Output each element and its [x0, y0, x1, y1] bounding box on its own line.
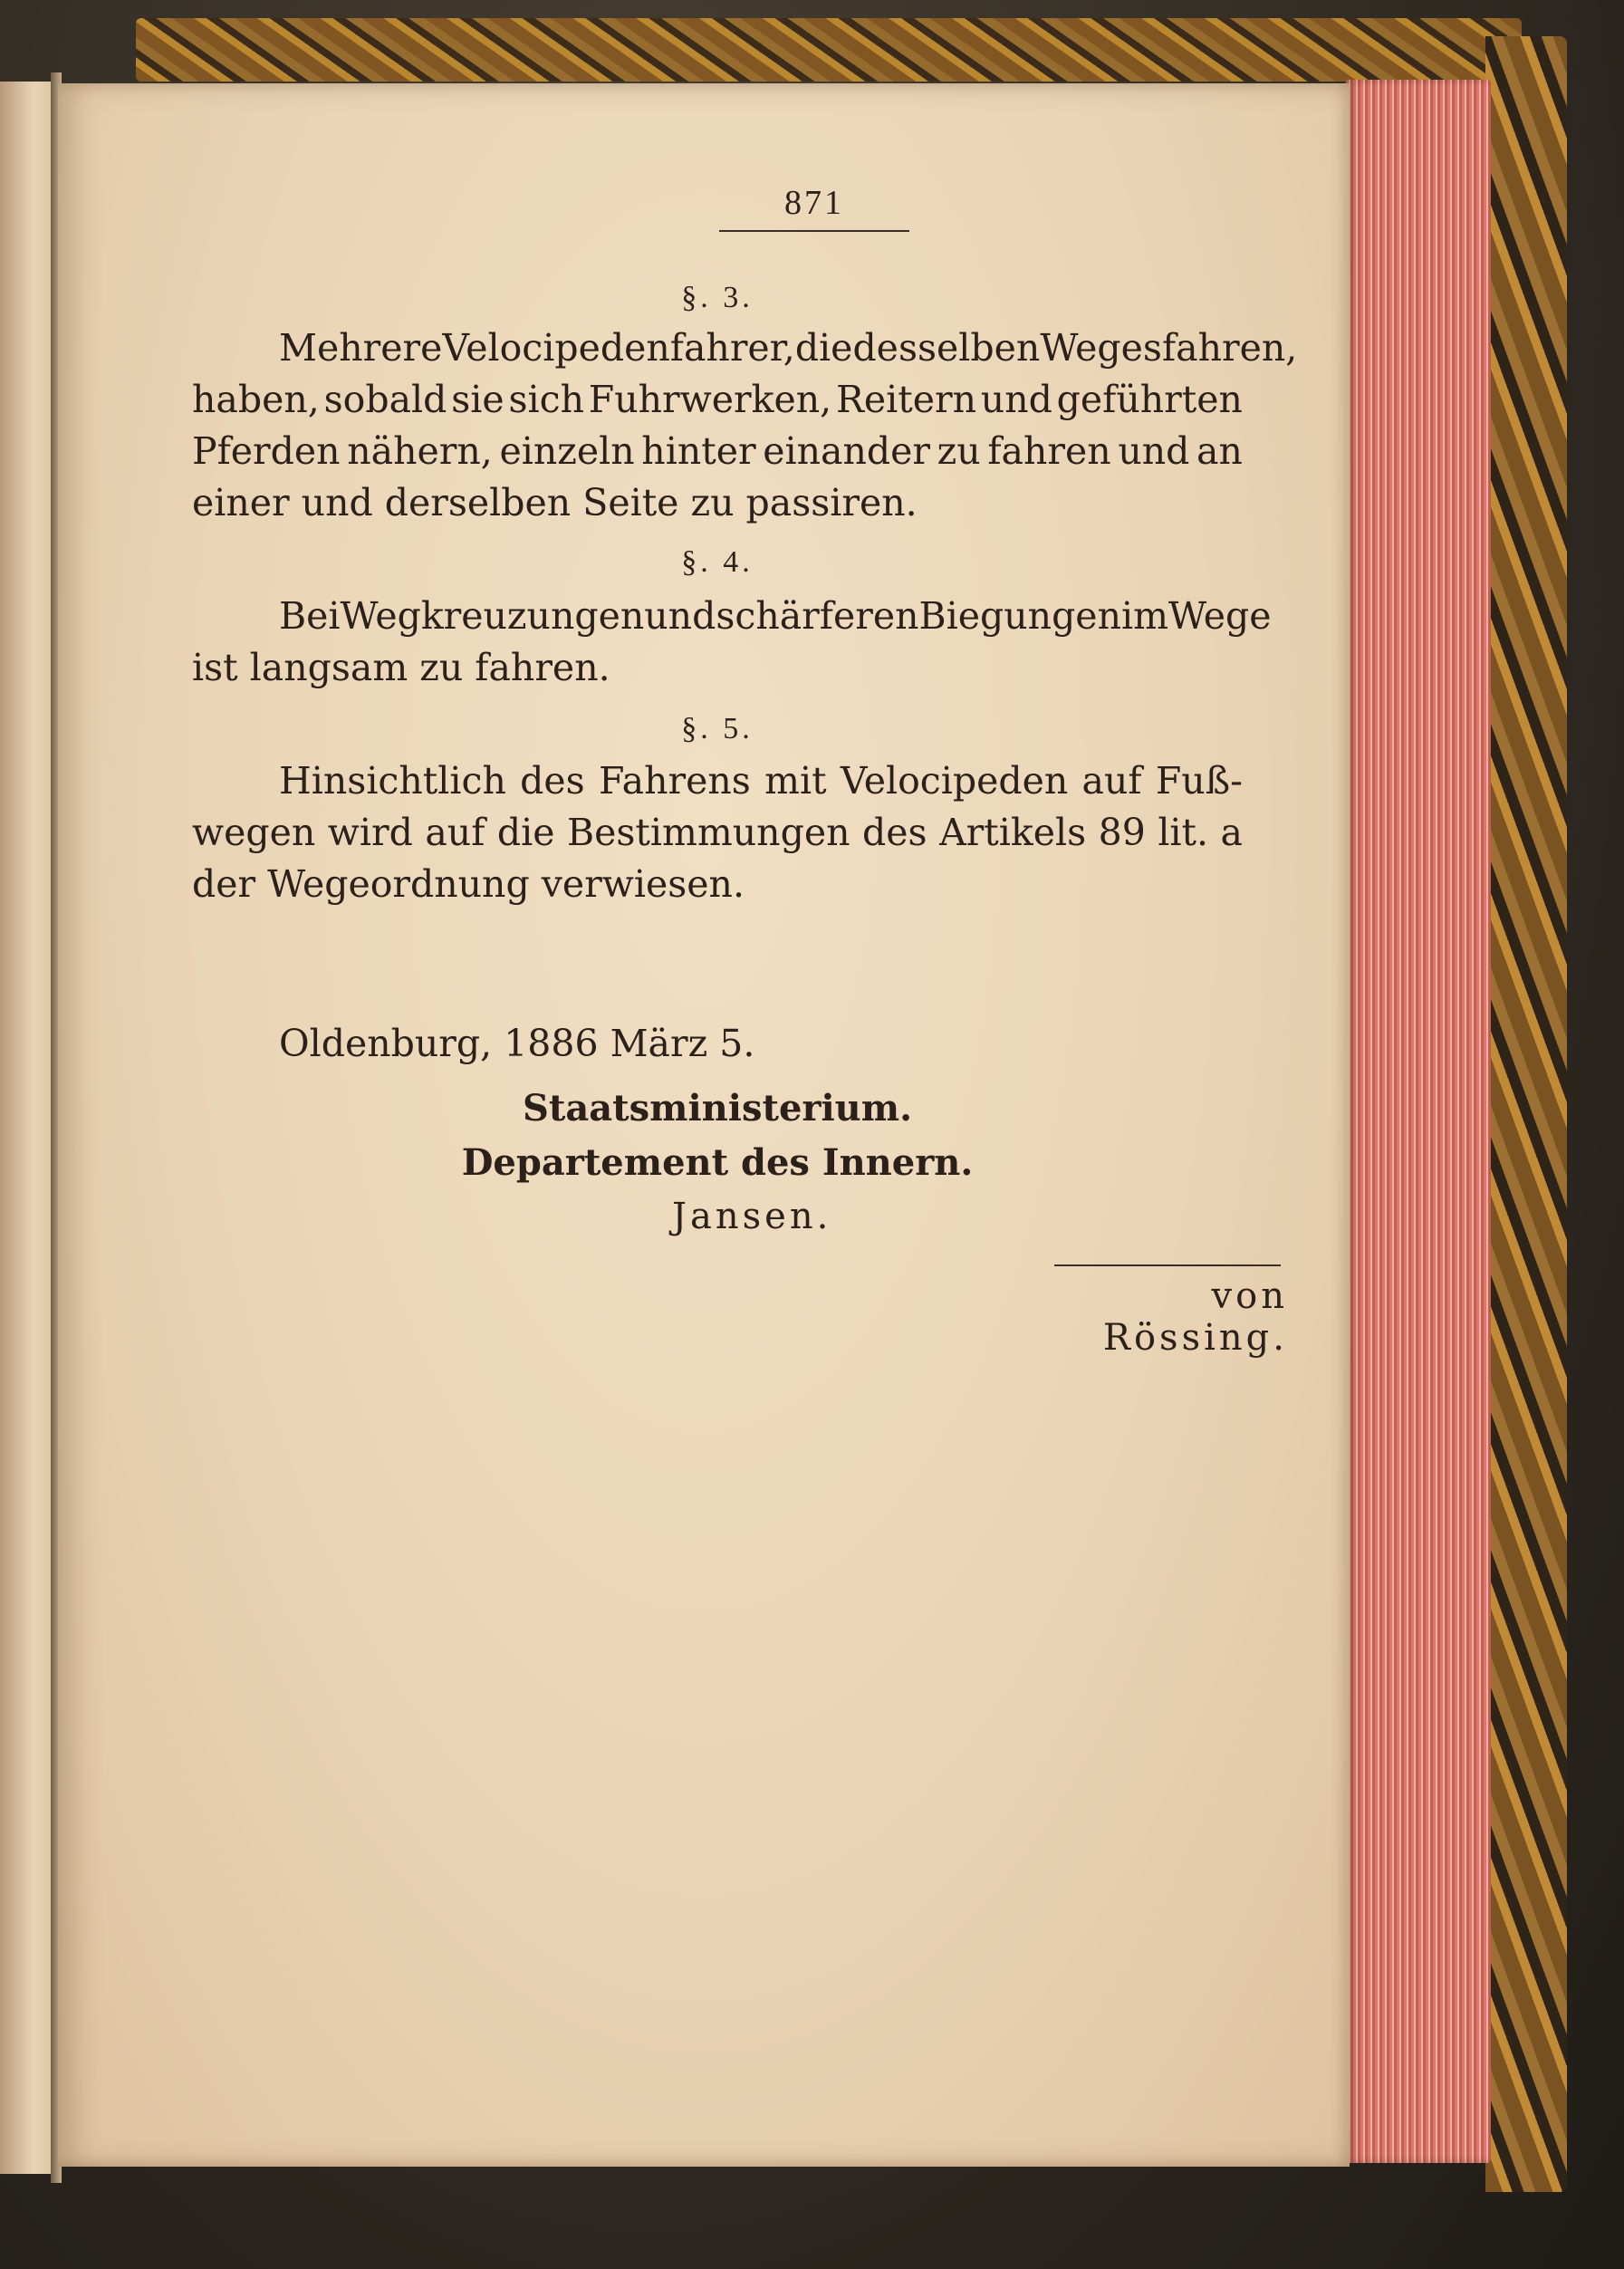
- section-5-paragraph: [192, 755, 1243, 910]
- section-5-line-2: wegen wird auf die Bestimmungen des Artikels 89 lit. a: [192, 811, 1243, 854]
- section-5-heading: §. 5.: [681, 712, 754, 745]
- section-3-paragraph: [192, 322, 1298, 529]
- section-3-line-4: einer und derselben Seite zu passiren.: [192, 481, 918, 524]
- section-3-heading: §. 3.: [681, 281, 754, 314]
- section-4-line-1: Bei Wegkreuzungen und schärferen Biegungen im Wege: [279, 594, 1272, 638]
- signatory-name: Jansen.: [672, 1196, 832, 1237]
- section-4-line-2: ist langsam zu fahren.: [192, 646, 610, 689]
- marbled-cover-right: [1485, 36, 1567, 2192]
- previous-page-edge: [0, 82, 58, 2174]
- signature-rule: [1054, 1264, 1281, 1266]
- marbled-cover-top: [136, 18, 1522, 82]
- authority-signature: Staatsministerium.: [522, 1087, 913, 1130]
- section-3-line-3: Pferden nähern, einzeln hinter einander zu fahren und an: [192, 429, 1243, 473]
- book-page: [58, 83, 1350, 2167]
- section-3-line-2: haben, sobald sie sich Fuhrwerken, Reitern und geführten: [192, 378, 1243, 421]
- section-3-line-1: Mehrere Velocipedenfahrer, die desselben Weges fahren,: [279, 326, 1298, 370]
- page-edge-block: [1346, 80, 1491, 2163]
- date-line: Oldenburg, 1886 März 5.: [279, 1022, 755, 1065]
- section-4-paragraph: [192, 591, 1272, 694]
- countersignatory-name: von Rössing.: [1102, 1275, 1288, 1359]
- section-5-line-1: Hinsichtlich des Fahrens mit Velocipeden auf Fuß-: [279, 759, 1243, 803]
- section-4-heading: §. 4.: [681, 545, 754, 579]
- section-5-line-3: der Wegeordnung verwiesen.: [192, 862, 745, 906]
- department-signature: Departement des Innern.: [461, 1141, 974, 1184]
- page-number: 871: [719, 183, 909, 232]
